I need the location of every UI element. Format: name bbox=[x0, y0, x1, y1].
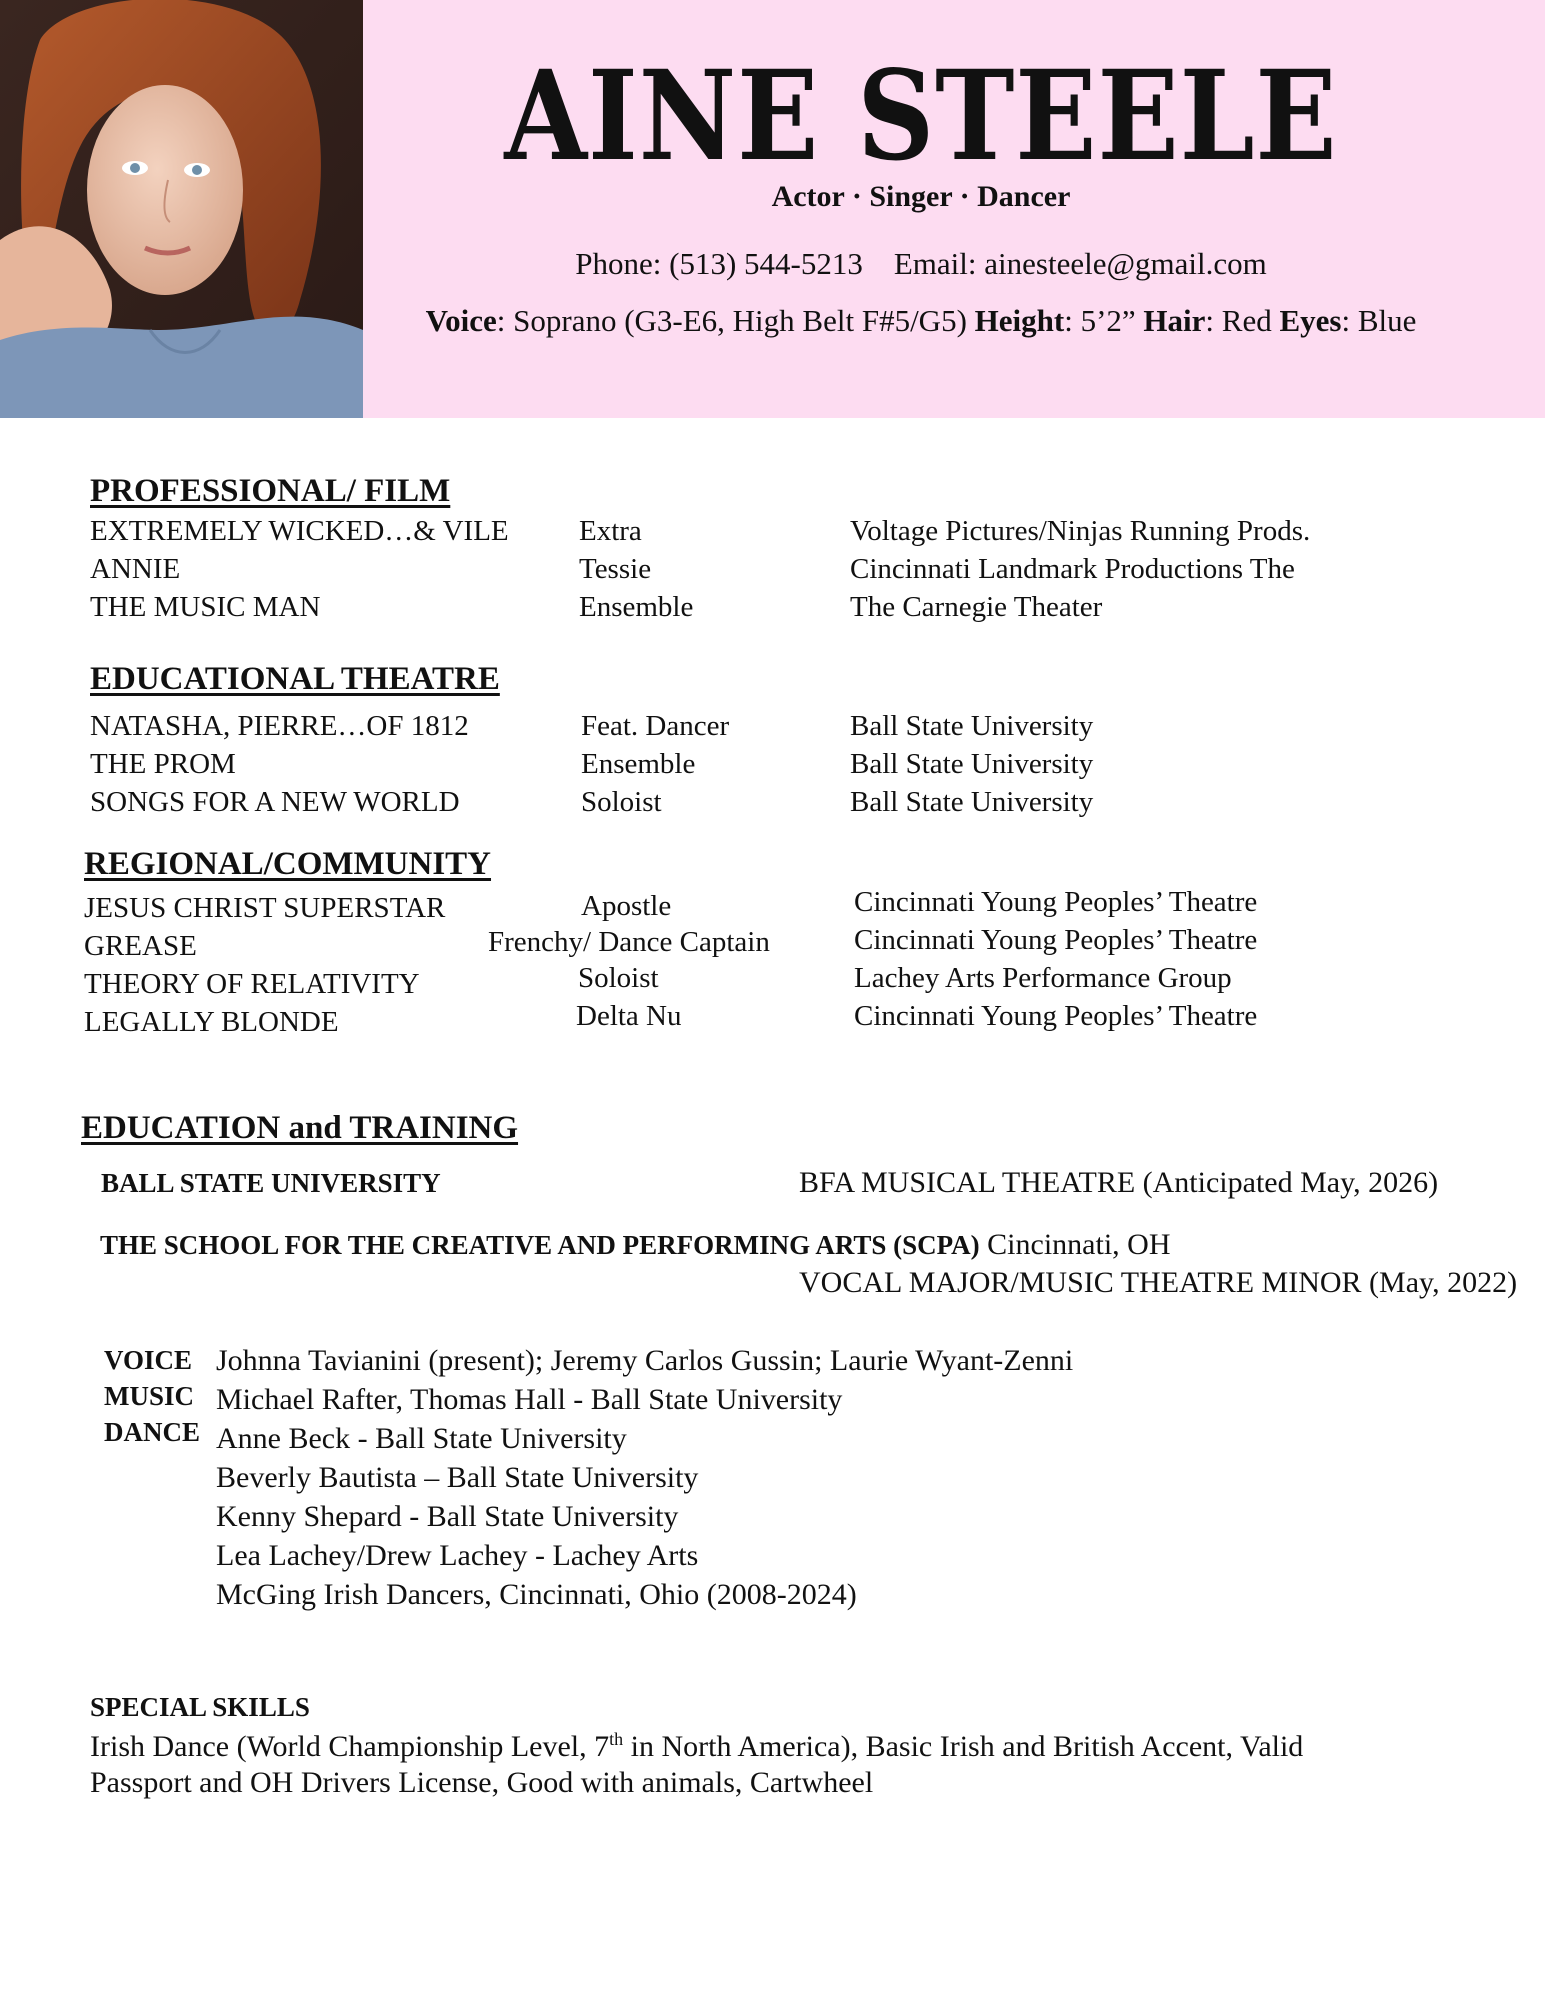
credit-show: SONGS FOR A NEW WORLD bbox=[90, 786, 460, 818]
eyes-label: Eyes bbox=[1279, 303, 1342, 338]
credit-company: Lachey Arts Performance Group bbox=[854, 962, 1232, 994]
professional-heading: PROFESSIONAL/ FILM bbox=[90, 473, 451, 509]
stats-line bbox=[363, 303, 1479, 339]
credit-role: Soloist bbox=[581, 786, 662, 818]
credit-company: Cincinnati Young Peoples’ Theatre bbox=[854, 886, 1258, 918]
credit-show: GREASE bbox=[84, 930, 197, 962]
skills-text: in North America), Basic Irish and British Accent, Valid bbox=[623, 1730, 1304, 1763]
school-detail: VOCAL MAJOR/MUSIC THEATRE MINOR (May, 2022) bbox=[799, 1266, 1518, 1299]
training-line: Kenny Shepard - Ball State University bbox=[216, 1500, 679, 1533]
training-line: Anne Beck - Ball State University bbox=[216, 1422, 627, 1455]
school-detail: BFA MUSICAL THEATRE (Anticipated May, 2026) bbox=[799, 1166, 1439, 1199]
credit-role: Apostle bbox=[581, 890, 672, 922]
performer-name: AINE STEELE bbox=[504, 44, 1338, 189]
training-label-voice: VOICE bbox=[104, 1345, 192, 1375]
training-label-music: MUSIC bbox=[104, 1381, 195, 1411]
credit-role: Ensemble bbox=[579, 591, 694, 623]
credit-company: Ball State University bbox=[850, 710, 1094, 742]
credit-company: Cincinnati Landmark Productions The bbox=[850, 553, 1295, 585]
credit-show: THE MUSIC MAN bbox=[90, 591, 321, 623]
skills-line bbox=[90, 1729, 1303, 1764]
email: Email: ainesteele@gmail.com bbox=[893, 246, 1267, 281]
tagline: Actor · Singer · Dancer bbox=[771, 180, 1071, 213]
hair-label: Hair bbox=[1143, 303, 1206, 338]
eyes-value: : Blue bbox=[1341, 303, 1417, 338]
contact-line bbox=[363, 246, 1479, 282]
credit-role: Frenchy/ Dance Captain bbox=[488, 926, 770, 958]
credit-show: ANNIE bbox=[90, 553, 181, 585]
credit-role: Ensemble bbox=[581, 748, 696, 780]
voice-label: Voice bbox=[425, 303, 497, 338]
education-heading: EDUCATION and TRAINING bbox=[81, 1110, 519, 1146]
ordinal-suffix: th bbox=[609, 1729, 624, 1749]
regional-heading: REGIONAL/COMMUNITY bbox=[84, 846, 492, 882]
credit-role: Feat. Dancer bbox=[581, 710, 730, 742]
training-label-dance: DANCE bbox=[104, 1417, 201, 1447]
credit-company: The Carnegie Theater bbox=[850, 591, 1103, 623]
height-value: : 5’2” bbox=[1064, 303, 1144, 338]
training-line: Michael Rafter, Thomas Hall - Ball State University bbox=[216, 1383, 843, 1416]
school-name: BALL STATE UNIVERSITY bbox=[101, 1168, 441, 1198]
height-label: Height bbox=[974, 303, 1065, 338]
training-line: McGing Irish Dancers, Cincinnati, Ohio (2008-2024) bbox=[216, 1578, 857, 1611]
credit-company: Cincinnati Young Peoples’ Theatre bbox=[854, 924, 1258, 956]
credit-show: THEORY OF RELATIVITY bbox=[84, 968, 420, 1000]
educational-heading: EDUCATIONAL THEATRE bbox=[90, 661, 500, 697]
skills-line: Passport and OH Drivers License, Good with animals, Cartwheel bbox=[90, 1766, 874, 1799]
phone: Phone: (513) 544-5213 bbox=[575, 246, 863, 281]
school-name: THE SCHOOL FOR THE CREATIVE AND PERFORMING ARTS (SCPA) bbox=[100, 1230, 980, 1260]
training-line: Johnna Tavianini (present); Jeremy Carlos Gussin; Laurie Wyant-Zenni bbox=[216, 1344, 1074, 1377]
credit-role: Extra bbox=[579, 515, 642, 547]
credit-show: THE PROM bbox=[90, 748, 236, 780]
credit-show: EXTREMELY WICKED…& VILE bbox=[90, 515, 509, 547]
credit-show: JESUS CHRIST SUPERSTAR bbox=[84, 892, 446, 924]
credit-company: Ball State University bbox=[850, 748, 1094, 780]
training-line: Lea Lachey/Drew Lachey - Lachey Arts bbox=[216, 1539, 699, 1572]
skills-text: Irish Dance (World Championship Level, 7 bbox=[90, 1730, 610, 1763]
credit-company: Ball State University bbox=[850, 786, 1094, 818]
credit-role: Tessie bbox=[579, 553, 652, 585]
credit-role: Delta Nu bbox=[576, 1000, 682, 1032]
credit-company: Cincinnati Young Peoples’ Theatre bbox=[854, 1000, 1258, 1032]
headshot-photo bbox=[0, 0, 363, 418]
school-line bbox=[100, 1228, 1170, 1262]
credit-company: Voltage Pictures/Ninjas Running Prods. bbox=[850, 515, 1311, 547]
credit-show: LEGALLY BLONDE bbox=[84, 1006, 339, 1038]
credit-role: Soloist bbox=[578, 962, 659, 994]
training-line: Beverly Bautista – Ball State University bbox=[216, 1461, 699, 1494]
hair-value: : Red bbox=[1205, 303, 1280, 338]
credit-show: NATASHA, PIERRE…OF 1812 bbox=[90, 710, 469, 742]
skills-heading: SPECIAL SKILLS bbox=[90, 1692, 310, 1722]
school-location: Cincinnati, OH bbox=[979, 1228, 1171, 1261]
voice-value: : Soprano (G3-E6, High Belt F#5/G5) bbox=[496, 303, 975, 338]
